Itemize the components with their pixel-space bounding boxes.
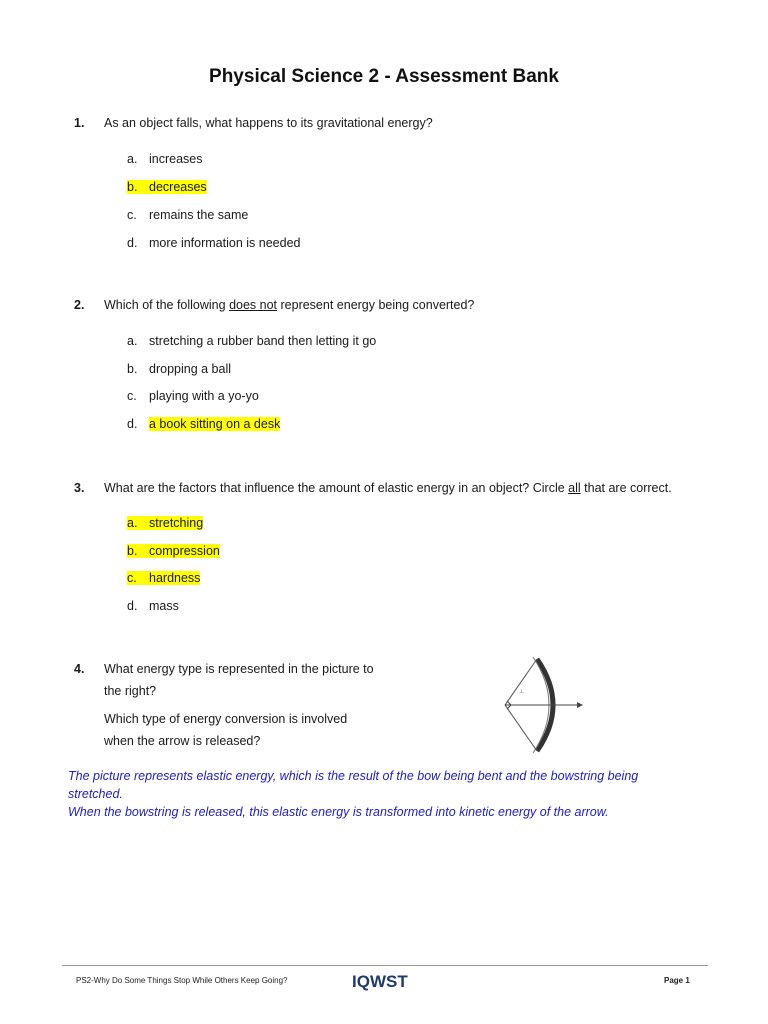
option-2a (127, 334, 376, 348)
option-1b (127, 180, 207, 194)
option-3c (127, 571, 200, 585)
option-letter: c. (127, 389, 137, 403)
answer-line: The picture represents elastic energy, which is the result of the bow being bent and the bowstring being (68, 769, 639, 783)
answer-text (68, 767, 688, 821)
question-text: What are the factors that influence the amount of elastic energy in an object? Circle all that are correct. (104, 481, 672, 495)
option-text: mass (149, 599, 179, 613)
option-letter: c. (127, 571, 137, 585)
question-line: What energy type is represented in the picture to (104, 662, 374, 676)
question-line: Which type of energy conversion is involved (104, 712, 348, 726)
question-text: As an object falls, what happens to its gravitational energy? (104, 116, 433, 130)
option-letter: d. (127, 236, 138, 250)
footer-divider (62, 965, 708, 966)
footer-title: PS2-Why Do Some Things Stop While Others Keep Going? (76, 976, 288, 985)
page-number: Page 1 (664, 976, 690, 985)
option-letter: a. (127, 152, 138, 166)
option-2c (127, 389, 259, 403)
svg-text:⊥: ⊥ (519, 689, 525, 695)
question-number: 4. (74, 662, 85, 676)
option-text: dropping a ball (149, 362, 232, 376)
option-letter: b. (127, 180, 138, 194)
option-2b (127, 362, 231, 376)
option-text: remains the same (149, 208, 249, 222)
option-text: decreases (149, 180, 207, 194)
option-text: stretching a rubber band then letting it go (149, 334, 377, 348)
option-text: hardness (149, 571, 201, 585)
option-letter: a. (127, 516, 138, 530)
option-letter: d. (127, 599, 138, 613)
option-letter: d. (127, 417, 138, 431)
option-letter: a. (127, 334, 138, 348)
iqwst-logo (350, 970, 430, 992)
option-text: more information is needed (149, 236, 301, 250)
underlined-text: does not (229, 298, 278, 312)
option-text: a book sitting on a desk (149, 417, 281, 431)
question-number: 1. (74, 116, 85, 130)
option-3a (127, 516, 203, 530)
option-text: stretching (149, 516, 204, 530)
option-text: compression (149, 544, 220, 558)
option-letter: c. (127, 208, 137, 222)
answer-line: stretched. (68, 787, 123, 801)
question-text: Which of the following does not represent energy being converted? (104, 298, 475, 312)
page-title: Physical Science 2 - Assessment Bank (209, 66, 559, 87)
question-number: 3. (74, 481, 85, 495)
option-3d (127, 599, 179, 613)
question-line: when the arrow is released? (104, 734, 261, 748)
question-line: the right? (104, 684, 157, 698)
option-3b (127, 544, 220, 558)
option-2d (127, 417, 280, 431)
underlined-text: all (568, 481, 581, 495)
logo-text: IQWST (352, 972, 408, 991)
option-text: playing with a yo-yo (149, 389, 259, 403)
option-1d (127, 236, 300, 250)
option-letter: b. (127, 544, 138, 558)
bow-and-arrow-image (497, 655, 587, 755)
option-1a (127, 152, 203, 166)
option-1c (127, 208, 248, 222)
question-number: 2. (74, 298, 85, 312)
question-4-text (104, 658, 404, 752)
option-text: increases (149, 152, 203, 166)
answer-line: When the bowstring is released, this elastic energy is transformed into kinetic energy of the arrow. (68, 805, 609, 819)
option-letter: b. (127, 362, 138, 376)
